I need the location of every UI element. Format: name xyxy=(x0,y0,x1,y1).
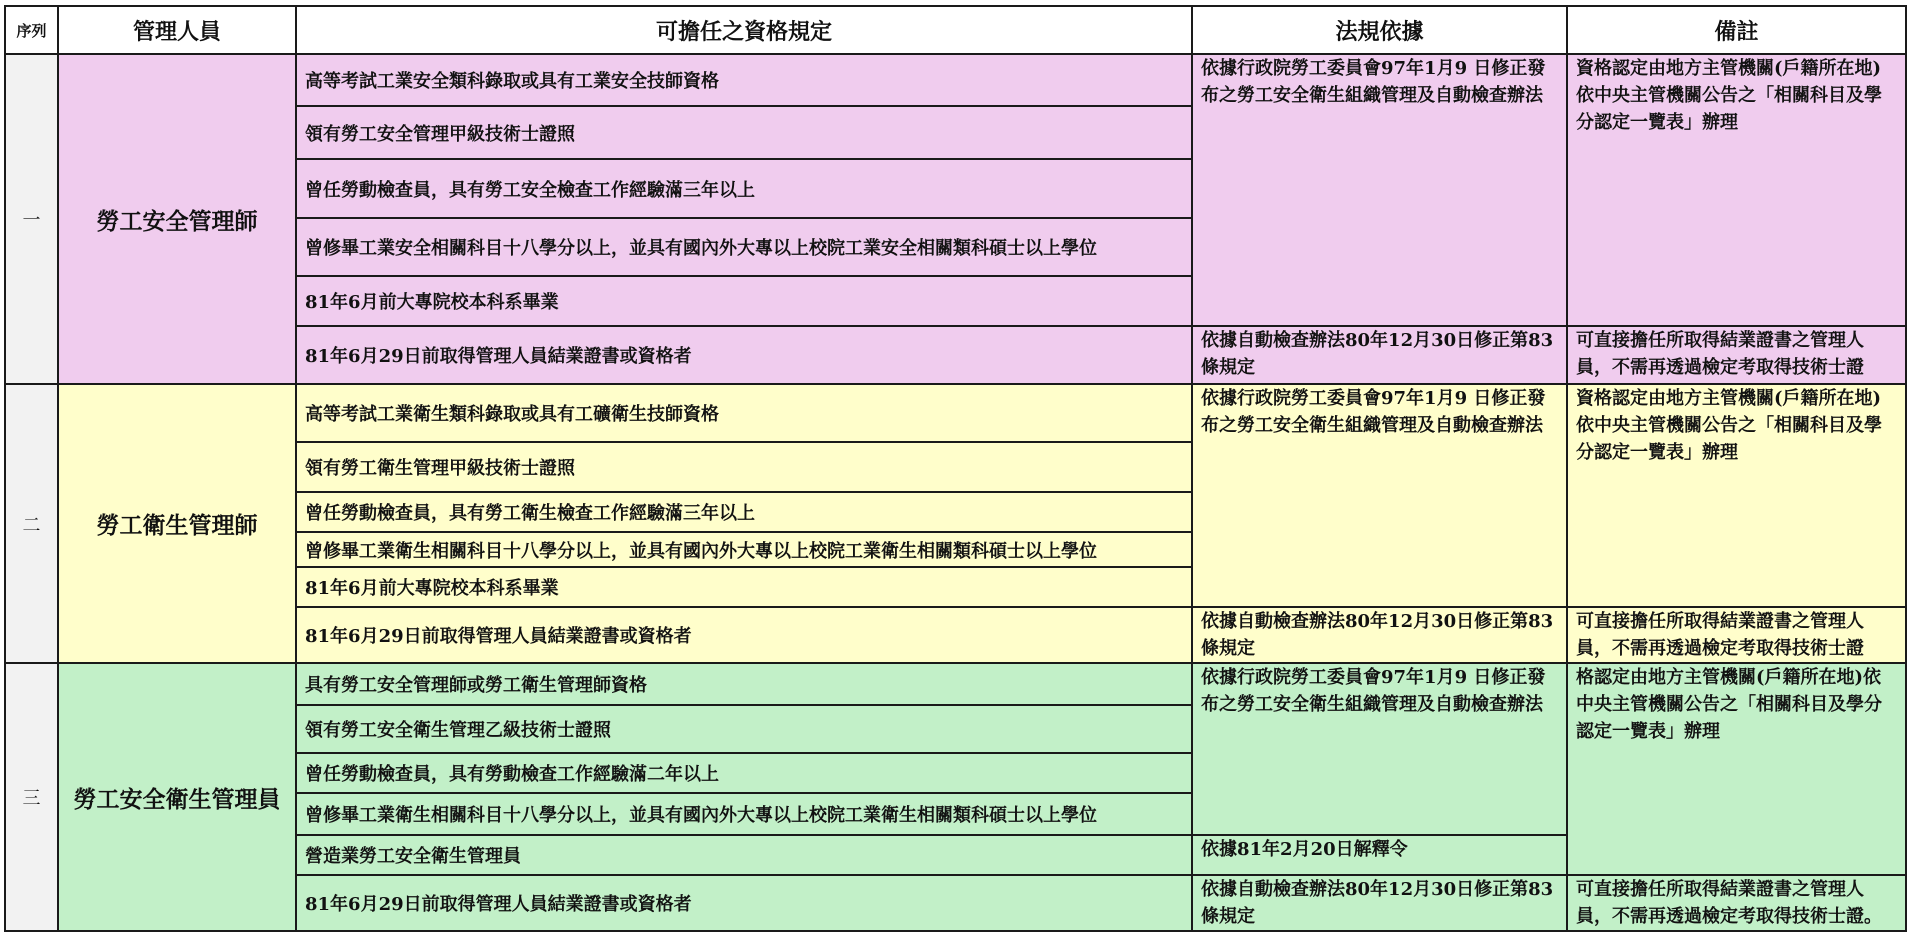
qualification-table xyxy=(4,5,1907,932)
seq-cell: 三 xyxy=(5,663,58,931)
remark-cell: 格認定由地方主管機關(戶籍所在地)依中央主管機關公告之「相關科目及學分認定一覽表」辦理 xyxy=(1567,663,1906,875)
header-row xyxy=(5,6,1906,54)
header-seq: 序列 xyxy=(5,6,58,54)
header-legal-basis: 法規依據 xyxy=(1192,6,1567,54)
requirement-cell: 曾任勞動檢查員，具有勞工衛生檢查工作經驗滿三年以上 xyxy=(296,492,1192,532)
legal-basis-cell: 依據行政院勞工委員會97年1月9 日修正發布之勞工安全衛生組織管理及自動檢查辦法 xyxy=(1192,663,1567,835)
role-cell: 勞工安全衛生管理員 xyxy=(58,663,296,931)
legal-basis-cell: 依據行政院勞工委員會97年1月9 日修正發布之勞工安全衛生組織管理及自動檢查辦法 xyxy=(1192,384,1567,607)
requirement-cell: 曾任勞動檢查員，具有勞動檢查工作經驗滿二年以上 xyxy=(296,753,1192,793)
requirement-cell: 81年6月前大專院校本科系畢業 xyxy=(296,567,1192,607)
requirement-cell: 曾修畢工業衛生相關科目十八學分以上，並具有國內外大專以上校院工業衛生相關類科碩士以上學位 xyxy=(296,793,1192,835)
remark-cell: 可直接擔任所取得結業證書之管理人員，不需再透過檢定考取得技術士證 xyxy=(1567,326,1906,384)
requirement-cell: 81年6月前大專院校本科系畢業 xyxy=(296,276,1192,326)
remark-cell: 可直接擔任所取得結業證書之管理人員，不需再透過檢定考取得技術士證 xyxy=(1567,607,1906,663)
requirement-cell: 領有勞工衛生管理甲級技術士證照 xyxy=(296,442,1192,492)
legal-basis-cell: 依據自動檢查辦法80年12月30日修正第83條規定 xyxy=(1192,875,1567,931)
requirement-cell: 領有勞工安全衛生管理乙級技術士證照 xyxy=(296,705,1192,753)
role-cell: 勞工衛生管理師 xyxy=(58,384,296,663)
legal-basis-cell: 依據81年2月20日解釋令 xyxy=(1192,835,1567,875)
requirement-cell: 具有勞工安全管理師或勞工衛生管理師資格 xyxy=(296,663,1192,705)
requirement-cell: 高等考試工業衛生類科錄取或具有工礦衛生技師資格 xyxy=(296,384,1192,442)
header-remarks: 備註 xyxy=(1567,6,1906,54)
requirement-cell: 營造業勞工安全衛生管理員 xyxy=(296,835,1192,875)
header-role: 管理人員 xyxy=(58,6,296,54)
legal-basis-cell: 依據自動檢查辦法80年12月30日修正第83條規定 xyxy=(1192,607,1567,663)
table-row xyxy=(5,663,1906,705)
requirement-cell: 領有勞工安全管理甲級技術士證照 xyxy=(296,106,1192,159)
table-row xyxy=(5,54,1906,106)
legal-basis-cell: 依據自動檢查辦法80年12月30日修正第83條規定 xyxy=(1192,326,1567,384)
remark-cell: 可直接擔任所取得結業證書之管理人員，不需再透過檢定考取得技術士證。 xyxy=(1567,875,1906,931)
requirement-cell: 81年6月29日前取得管理人員結業證書或資格者 xyxy=(296,875,1192,931)
requirement-cell: 曾任勞動檢查員，具有勞工安全檢查工作經驗滿三年以上 xyxy=(296,159,1192,218)
requirement-cell: 高等考試工業安全類科錄取或具有工業安全技師資格 xyxy=(296,54,1192,106)
seq-cell: 一 xyxy=(5,54,58,384)
requirement-cell: 曾修畢工業安全相關科目十八學分以上，並具有國內外大專以上校院工業安全相關類科碩士以上學位 xyxy=(296,218,1192,276)
seq-cell: 二 xyxy=(5,384,58,663)
remark-cell: 資格認定由地方主管機關(戶籍所在地)依中央主管機關公告之「相關科目及學分認定一覽表」辦理 xyxy=(1567,54,1906,326)
table-row xyxy=(5,384,1906,442)
requirement-cell: 81年6月29日前取得管理人員結業證書或資格者 xyxy=(296,326,1192,384)
legal-basis-cell: 依據行政院勞工委員會97年1月9 日修正發布之勞工安全衛生組織管理及自動檢查辦法 xyxy=(1192,54,1567,326)
header-requirements: 可擔任之資格規定 xyxy=(296,6,1192,54)
remark-cell: 資格認定由地方主管機關(戶籍所在地)依中央主管機關公告之「相關科目及學分認定一覽表」辦理 xyxy=(1567,384,1906,607)
role-cell: 勞工安全管理師 xyxy=(58,54,296,384)
requirement-cell: 81年6月29日前取得管理人員結業證書或資格者 xyxy=(296,607,1192,663)
requirement-cell: 曾修畢工業衛生相關科目十八學分以上，並具有國內外大專以上校院工業衛生相關類科碩士以上學位 xyxy=(296,532,1192,567)
